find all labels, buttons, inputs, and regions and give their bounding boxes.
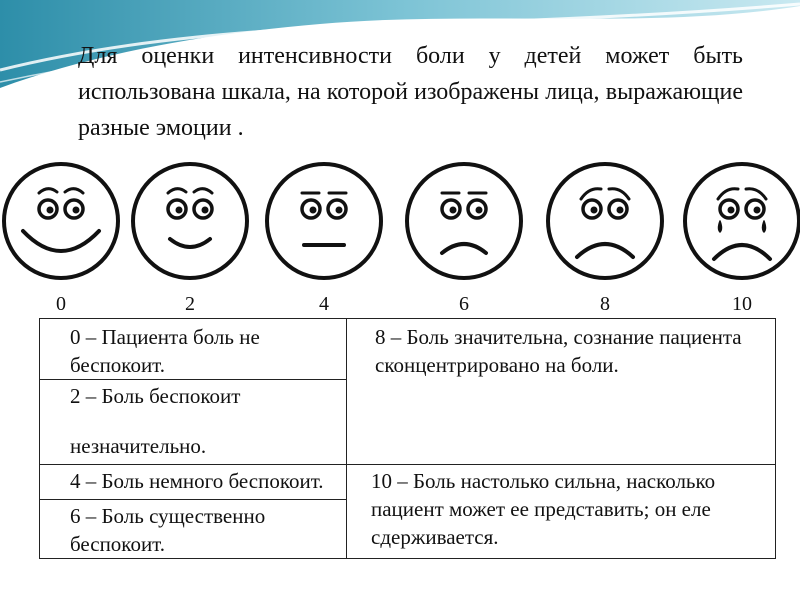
- table-cell-0: [40, 319, 347, 380]
- face-0-big-smile-icon: [4, 164, 118, 278]
- pain-scale-table: [39, 318, 776, 559]
- slide-heading: Для оценки интенсивности боли у детей может быть использована шкала, на которой изображены лица, выражающие разные эмоции .: [78, 43, 743, 141]
- face-score-label: 2: [185, 293, 195, 315]
- face-2-smile-icon: [133, 164, 247, 278]
- face-score-label: 8: [600, 293, 610, 315]
- face-score-label: 10: [732, 293, 752, 315]
- pain-level-4-text: 4 – Боль немного беспокоит.: [70, 469, 324, 493]
- table-cell-10: [347, 465, 776, 559]
- face-score-label: 0: [56, 293, 66, 315]
- table-cell-8: [347, 319, 776, 465]
- pain-level-2-text: 2 – Боль беспокоит: [70, 384, 241, 408]
- face-8-frown-icon: [548, 164, 662, 278]
- pain-level-2-text-cont: незначительно.: [70, 434, 207, 458]
- face-score-label: 6: [459, 293, 469, 315]
- pain-level-10-text: 10 – Боль настолько сильна, насколько пациент может ее представить; он еле сдерживается.: [371, 469, 716, 549]
- face-4-neutral-icon: [267, 164, 381, 278]
- face-10-crying-icon: [685, 164, 799, 278]
- pain-level-0-text: 0 – Пациента боль не беспокоит.: [70, 325, 260, 377]
- face-6-slight-frown-icon: [407, 164, 521, 278]
- table-cell-6: [40, 500, 347, 559]
- face-score-label: 4: [319, 293, 329, 315]
- table-cell-4: [40, 465, 347, 500]
- faces-pain-scale: [0, 158, 800, 318]
- pain-level-8-text: 8 – Боль значительна, сознание пациента сконцентрировано на боли.: [375, 325, 742, 377]
- pain-level-6-text: 6 – Боль существенно беспокоит.: [70, 504, 266, 556]
- table-cell-2: [40, 380, 347, 465]
